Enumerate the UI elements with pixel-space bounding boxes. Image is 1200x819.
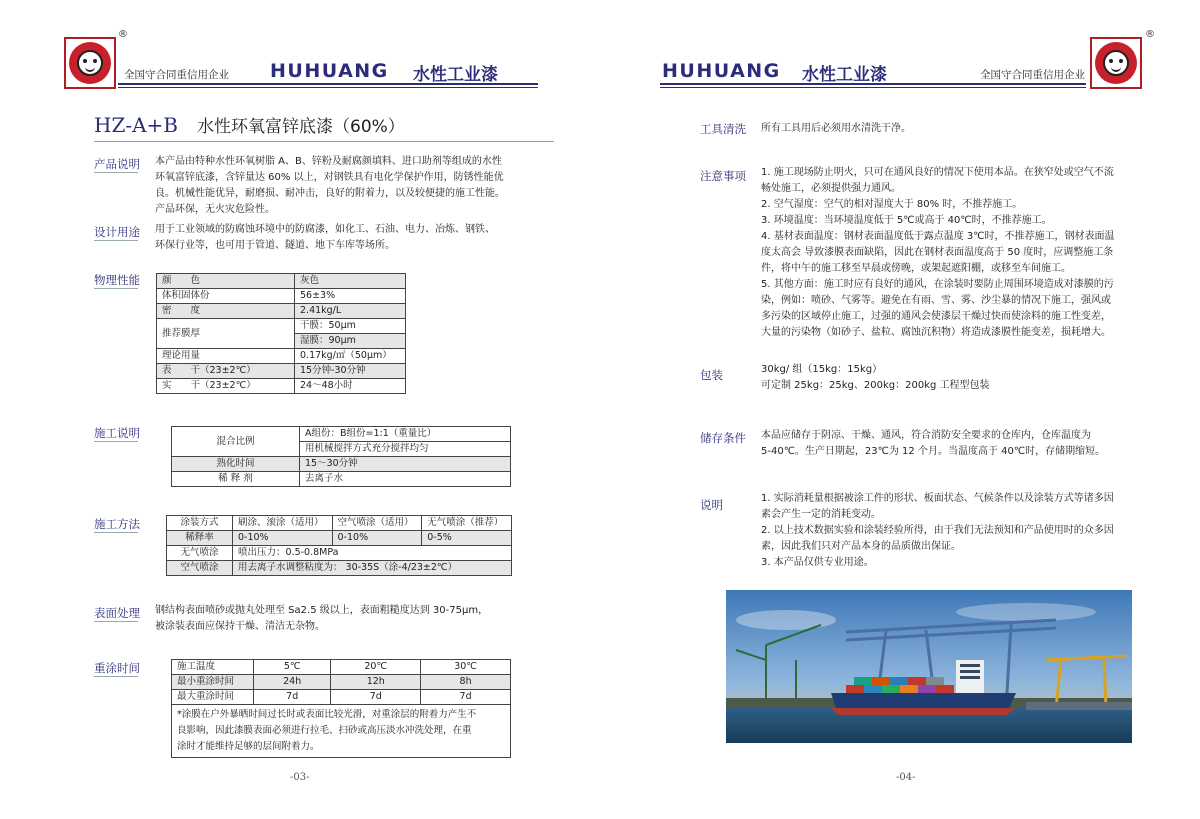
tiger-logo-icon [1090, 37, 1142, 89]
table-cell: 15分钟-30分钟 [295, 364, 406, 379]
description-line: 产品环保，无火灾危险性。 [155, 204, 275, 215]
table-cell: 施工温度 [172, 660, 254, 675]
note-text [761, 491, 1141, 571]
table-cell: 湿膜：90μm [295, 334, 406, 349]
tool-text: 所有工具用后必须用水清洗干净。 [761, 123, 911, 134]
table-row [167, 516, 512, 531]
table-row [157, 289, 406, 304]
product-title: 水性环氧富锌底漆（60%） [197, 117, 405, 137]
section-label-notice: 注意事项 [700, 169, 746, 183]
registered-mark: ® [118, 29, 128, 40]
tiger-logo-icon [64, 37, 116, 89]
table-cell: 最小重涂时间 [172, 675, 254, 690]
section-label-tool: 工具清洗 [700, 122, 746, 136]
section-label-application: 施工说明 [94, 426, 140, 440]
table-cell: 2.41kg/L [295, 304, 406, 319]
surface-text [155, 603, 555, 635]
table-cell: 7d [331, 690, 421, 705]
physical-properties-table [156, 273, 406, 394]
storage-line: 本品应储存于阴凉、干燥、通风，符合消防安全要求的仓库内，仓库温度为 [761, 430, 1091, 441]
method-table [166, 515, 512, 576]
table-row [157, 379, 406, 394]
table-row [157, 274, 406, 289]
brand-en: HUHUANG [270, 60, 389, 82]
storage-line: 5-40℃。生产日期起，23℃为 12 个月。当温度高于 40℃时，存储期缩短。 [761, 446, 1106, 457]
section-label-storage: 储存条件 [700, 431, 746, 445]
table-cell: 0-10% [332, 531, 422, 546]
table-cell: 混合比例 [172, 427, 300, 457]
table-cell: 去离子水 [300, 472, 511, 487]
section-label-physical: 物理性能 [94, 273, 140, 287]
table-cell: 喷出压力：0.5-0.8MPa [233, 546, 512, 561]
section-label-note: 说明 [700, 498, 723, 512]
description-line: 环氧富锌底漆，含锌量达 60% 以上，对钢铁具有电化学保护作用，防锈性能优 [155, 172, 504, 183]
label-rule [94, 240, 138, 241]
table-cell: 0.17kg/㎡（50μm） [295, 349, 406, 364]
note-line: 2. 以上技术数据实验和涂装经验所得，由于我们无法预知和产品使用时的众多因 [761, 525, 1114, 536]
table-cell: 表 干（23±2℃） [157, 364, 295, 379]
notice-line: 3. 环境温度：当环境温度低于 5℃或高于 40℃时，不推荐施工。 [761, 215, 1052, 226]
notice-text [761, 165, 1141, 341]
label-rule [94, 288, 138, 289]
recoat-note-line: *涂膜在户外暴晒时间过长时或表面比较光滑，对重涂层的附着力产生不 [177, 709, 477, 720]
storage-text [761, 428, 1141, 460]
page-number: -03- [290, 772, 310, 783]
notice-line: 度太高会 导致漆膜表面缺陷，因此在钢材表面温度高于 50 度时，应调整施工条 [761, 247, 1114, 258]
notice-line: 畅处施工，必须提供强力通风。 [761, 183, 901, 194]
table-cell: 30℃ [421, 660, 511, 675]
table-cell: 用机械搅拌方式充分搅拌均匀 [300, 442, 511, 457]
table-cell: 无气喷涂 [167, 546, 233, 561]
package-line: 可定制 25kg：25kg、200kg：200kg 工程型包装 [761, 380, 990, 391]
table-cell: 最大重涂时间 [172, 690, 254, 705]
label-rule [94, 172, 138, 173]
table-cell: 灰色 [295, 274, 406, 289]
notice-line: 件，将中午的施工移至早晨或傍晚，或架起遮阳棚，或移至车间施工。 [761, 263, 1071, 274]
notice-line: 1. 施工现场防止明火，只可在通风良好的情况下使用本品。在狭窄处或空气不流 [761, 167, 1114, 178]
usage-line: 环保行业等，也可用于管道、隧道、地下车库等场所。 [155, 240, 395, 251]
table-cell: 推荐膜厚 [157, 319, 295, 349]
note-line: 3. 本产品仅供专业用途。 [761, 557, 874, 568]
usage-line: 用于工业领域的防腐蚀环境中的防腐漆，如化工、石油、电力、冶炼、钢铁、 [155, 224, 495, 235]
header-rule-thin [660, 87, 1086, 88]
note-line: 素会产生一定的消耗变动。 [761, 509, 881, 520]
table-cell: 空气喷涂 [167, 561, 233, 576]
table-cell: 空气喷涂（适用） [332, 516, 422, 531]
brand-en: HUHUANG [662, 60, 781, 82]
table-row [157, 349, 406, 364]
table-row [167, 546, 512, 561]
label-rule [94, 676, 138, 677]
page-number: -04- [896, 772, 916, 783]
registered-mark: ® [1145, 29, 1155, 40]
notice-line: 染，例如：喷砂、气雾等。避免在有雨、雪、雾、沙尘暴的情况下施工，强风或 [761, 295, 1111, 306]
table-cell: 涂装方式 [167, 516, 233, 531]
surface-line: 钢结构表面喷砂或抛丸处理至 Sa2.5 级以上，表面粗糙度达到 30-75μm， [155, 605, 489, 616]
table-cell: 理论用量 [157, 349, 295, 364]
note-line: 1. 实际消耗量根据被涂工件的形状、板面状态、气候条件以及涂装方式等诸多因 [761, 493, 1114, 504]
usage-text [155, 222, 555, 254]
table-row [157, 364, 406, 379]
table-cell: 用去离子水调整粘度为： 30-35S（涂-4/23±2℃） [233, 561, 512, 576]
description-text [155, 154, 555, 218]
recoat-note [172, 705, 511, 758]
table-row [172, 705, 511, 758]
table-cell: 稀释率 [167, 531, 233, 546]
table-cell: 15～30分钟 [300, 457, 511, 472]
table-cell: 无气喷涂（推荐） [422, 516, 512, 531]
table-cell: 0-10% [233, 531, 333, 546]
trust-text: 全国守合同重信用企业 [980, 69, 1085, 81]
label-rule [94, 441, 138, 442]
label-rule [94, 532, 138, 533]
table-cell: 56±3% [295, 289, 406, 304]
notice-line: 大量的污染物（如砂子、盐粒、腐蚀沉积物）将造成漆膜性能变差，损耗增大。 [761, 327, 1111, 338]
recoat-note-line: 涂时才能维持足够的层间附着力。 [177, 741, 320, 752]
description-line: 良。机械性能优异，耐磨损、耐冲击，良好的附着力，以及较便捷的施工性能。 [155, 188, 505, 199]
table-row [172, 675, 511, 690]
section-label-surface: 表面处理 [94, 606, 140, 620]
table-cell: 7d [254, 690, 331, 705]
table-cell: 12h [331, 675, 421, 690]
table-cell: A组份：B组份=1:1（重量比） [300, 427, 511, 442]
table-cell: 熟化时间 [172, 457, 300, 472]
table-cell: 体积固体份 [157, 289, 295, 304]
container-ship-illustration [726, 590, 1132, 743]
table-row [167, 531, 512, 546]
table-cell: 5℃ [254, 660, 331, 675]
port-photo [726, 590, 1132, 743]
table-cell: 刷涂、滚涂（适用） [233, 516, 333, 531]
notice-line: 2. 空气湿度：空气的相对湿度大于 80% 时，不推荐施工。 [761, 199, 1023, 210]
table-cell: 8h [421, 675, 511, 690]
table-cell: 24～48小时 [295, 379, 406, 394]
notice-line: 4. 基材表面温度：钢材表面温度低于露点温度 3℃时，不推荐施工，钢材表面温 [761, 231, 1115, 242]
note-line: 素，因此我们只对产品本身的品质做出保证。 [761, 541, 961, 552]
section-label-usage: 设计用途 [94, 225, 140, 239]
table-cell: 7d [421, 690, 511, 705]
package-line: 30kg/ 组（15kg：15kg） [761, 364, 883, 375]
table-row [172, 660, 511, 675]
table-row [172, 690, 511, 705]
table-cell: 颜 色 [157, 274, 295, 289]
notice-line: 5. 其他方面：施工时应有良好的通风，在涂装时要防止周围环境造成对漆膜的污 [761, 279, 1114, 290]
section-label-package: 包装 [700, 368, 723, 382]
table-row [172, 472, 511, 487]
surface-line: 被涂装表面应保持干燥、清洁无杂物。 [155, 621, 325, 632]
package-text [761, 362, 1141, 394]
recoat-note-line: 良影响，因此漆膜表面必须进行拉毛、扫砂或高压淡水冲洗处理，在重 [177, 725, 472, 736]
brand-cn: 水性工业漆 [413, 65, 498, 85]
table-row [157, 319, 406, 334]
table-cell: 24h [254, 675, 331, 690]
table-cell: 稀 释 剂 [172, 472, 300, 487]
recoat-table [171, 659, 511, 758]
notice-line: 多污染的区域停止施工，过强的通风会使漆层干燥过快而使涂料的施工性变差， [761, 311, 1111, 322]
table-cell: 实 干（23±2℃） [157, 379, 295, 394]
brand-cn: 水性工业漆 [802, 65, 887, 85]
table-row [172, 427, 511, 442]
title-rule [94, 141, 554, 142]
header-rule-thin [118, 87, 538, 88]
table-cell: 密 度 [157, 304, 295, 319]
product-code: HZ-A+B [94, 113, 178, 137]
label-rule [94, 621, 138, 622]
section-label-recoat: 重涂时间 [94, 661, 140, 675]
trust-text: 全国守合同重信用企业 [124, 69, 229, 81]
section-label-description: 产品说明 [94, 157, 140, 171]
section-label-method: 施工方法 [94, 517, 140, 531]
table-row [172, 457, 511, 472]
application-table [171, 426, 511, 487]
description-line: 本产品由特种水性环氧树脂 A、B、锌粉及耐腐颜填料、进口助剂等组成的水性 [155, 156, 502, 167]
table-cell: 20℃ [331, 660, 421, 675]
table-row [157, 304, 406, 319]
table-cell: 干膜：50μm [295, 319, 406, 334]
table-cell: 0-5% [422, 531, 512, 546]
table-row [167, 561, 512, 576]
